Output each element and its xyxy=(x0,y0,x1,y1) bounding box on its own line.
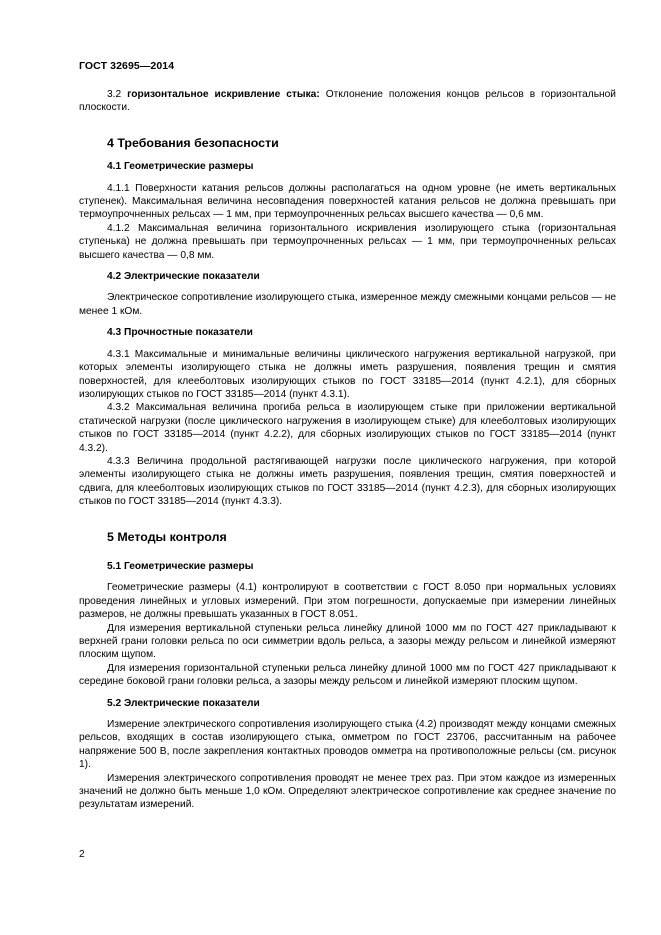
paragraph-4-3-2: 4.3.2 Максимальная величина прогиба рельса в изолирующем стыке при приложении вертикальной статической нагрузки (после циклического нагружения в изолирующем стыке) для клееболтовых изолирующих стыков по ГОСТ 33185—2014 (пункт 4.2.2), для сборных изолирующих стыков по ГОСТ 33185—2014 (пункт 4.3.2). xyxy=(79,402,616,454)
paragraph-5-2-b: Измерения электрического сопротивления проводят не менее трех раз. При этом каждое из измеренных значений не должно быть меньше 1,0 кОм. Определяют электрическое сопротивление как среднее значение по результатам измерений. xyxy=(79,772,616,811)
paragraph-5-1-c: Для измерения горизонтальной ступеньки рельса линейку длиной 1000 мм по ГОСТ 427 прикладывают к середине боковой грани головки рельса, а зазоры между рельсом и линейкой измеряют плоским щупом. xyxy=(79,662,616,688)
paragraph-5-1-a: Геометрические размеры (4.1) контролируют в соответствии с ГОСТ 8.050 при нормальных условиях проведения линейных и угловых измерений. При этом погрешности, допускаемые при измерении линейных размеров, не должны превышать указанных в ГОСТ 8.051. xyxy=(79,582,616,621)
term-3-2 xyxy=(79,88,616,115)
section-5-1-heading: 5.1 Геометрические размеры xyxy=(107,560,254,572)
section-4-2-heading: 4.2 Электрические показатели xyxy=(107,271,260,283)
section-4-3-heading: 4.3 Прочностные показатели xyxy=(107,327,253,339)
section-5-heading: 5 Методы контроля xyxy=(107,529,227,544)
document-body xyxy=(79,88,616,812)
term-number: 3.2 xyxy=(107,89,122,100)
section-4-heading: 4 Требования безопасности xyxy=(107,135,279,150)
paragraph-5-2-a: Измерение электрического сопротивления изолирующего стыка (4.2) производят между концами смежных рельсов, входящих в состав изолирующего стыка, омметром по ГОСТ 23706, рассчитанным на рабочее напряжение 500 В, после закрепления контактных проводов омметра на противоположные рельсы (см. рисунок 1). xyxy=(79,719,616,771)
page-number: 2 xyxy=(79,849,85,860)
term-definition: Отклонение положения концов рельсов в горизонтальной плоскости. xyxy=(79,89,616,114)
section-5-2-heading: 5.2 Электрические показатели xyxy=(107,697,260,709)
term-name: горизонтальное искривление стыка: xyxy=(127,89,320,100)
paragraph-4-3-3: 4.3.3 Величина продольной растягивающей нагрузки после циклического нагружения, при которой элементы изолирующего стыка не должны иметь разрушения, появления трещин, смятия поверхностей и сдвига, для клееболтовых изолирующих стыков по ГОСТ 33185—2014 (пункт 4.2.3), для сборных изолирующих стыков по ГОСТ 33185—2014 (пункт 4.3.3). xyxy=(79,455,616,508)
document-header: ГОСТ 32695—2014 xyxy=(79,60,175,72)
paragraph-4-3-1: 4.3.1 Максимальные и минимальные величины циклического нагружения вертикальной нагрузкой, при которых элементы изолирующего стыка не должны иметь разрушения, появления трещин и смятия поверхностей, для клееболтовых изолирующих стыков по ГОСТ 33185—2014 (пункт 4.2.1), для сборных изолирующих стыков по ГОСТ 33185—2014 (пункт 4.3.1). xyxy=(79,348,616,400)
paragraph-5-1-b: Для измерения вертикальной ступеньки рельса линейку длиной 1000 мм по ГОСТ 427 прикладывают к верхней грани головки рельса по оси симметрии вдоль рельса, а зазоры между рельсом и линейкой измеряют плоским щупом. xyxy=(79,622,616,661)
paragraph-4-1-2: 4.1.2 Максимальная величина горизонтального искривления изолирующего стыка (горизонтальная ступенька) не должна превышать при термоупрочненных рельсах — 1 мм, при термоупрочненных рельсах высшего качества — 0,8 мм. xyxy=(79,222,616,261)
section-4-1-heading: 4.1 Геометрические размеры xyxy=(107,161,254,173)
paragraph-4-1-1: 4.1.1 Поверхности катания рельсов должны располагаться на одном уровне (не иметь вертикальных ступенек). Максимальная величина несовпадения поверхностей катания рельсов не должна превышать при термоупрочненных рельсах — 1 мм, при термоупрочненных рельсах высшего качества — 0,6 мм. xyxy=(79,182,616,221)
paragraph-4-2: Электрическое сопротивление изолирующего стыка, измеренное между смежными концами рельсов — не менее 1 кОм. xyxy=(79,292,616,317)
